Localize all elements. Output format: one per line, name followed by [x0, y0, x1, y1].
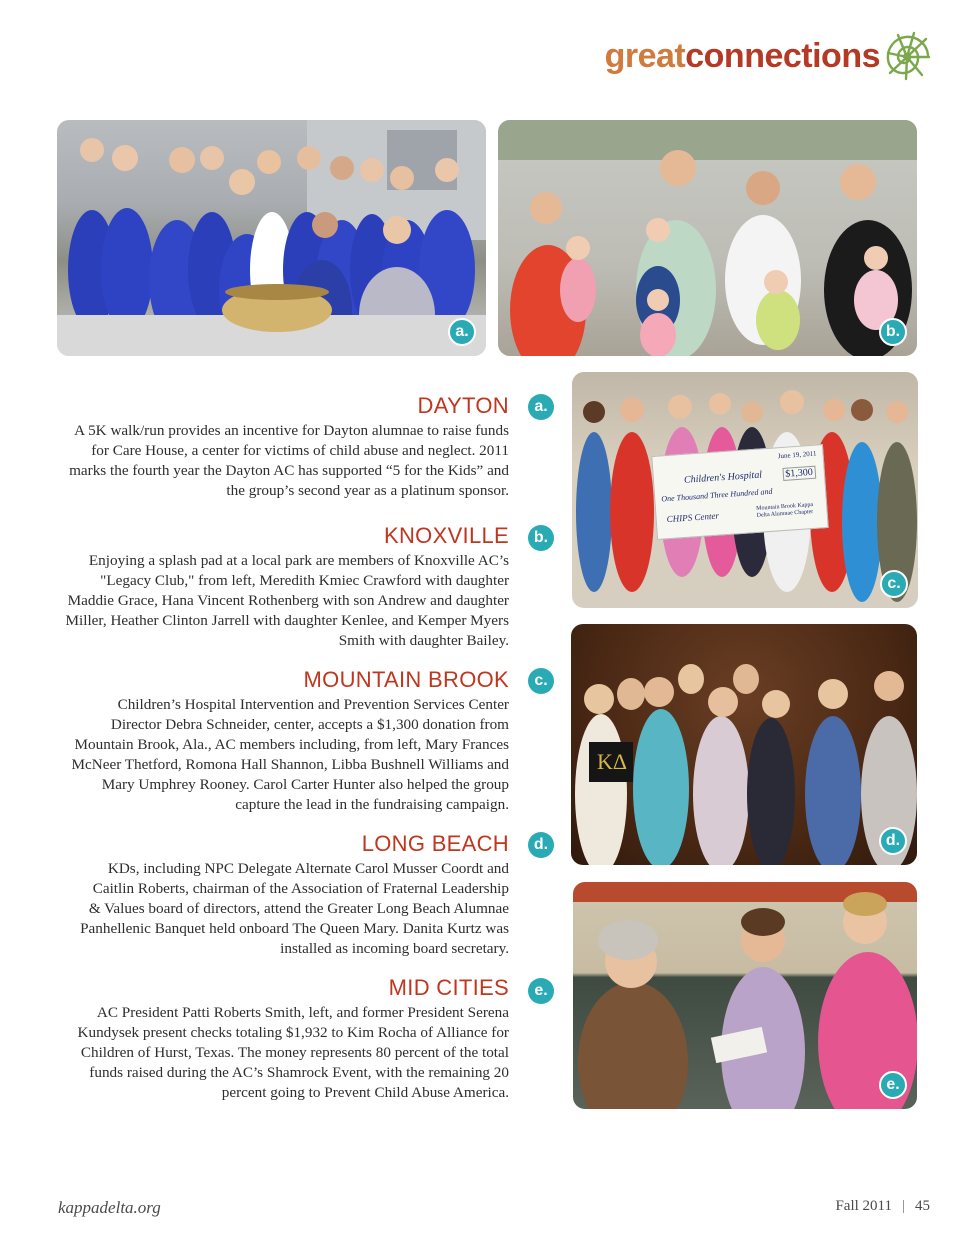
footer-issue: Fall 2011	[835, 1198, 892, 1214]
brand-word-connections: connections	[685, 37, 880, 75]
section-knoxville	[57, 523, 509, 651]
section-badge-d: d.	[528, 832, 554, 858]
section-badge-e: e.	[528, 978, 554, 1004]
section-long-beach	[79, 831, 509, 959]
donation-check	[651, 444, 828, 540]
footer-page-number: 45	[915, 1198, 930, 1214]
long-beach-group-figures	[571, 624, 917, 865]
section-badge-c: c.	[528, 668, 554, 694]
section-mountain-brook	[69, 667, 509, 815]
section-body-knoxville: Enjoying a splash pad at a local park are members of Knoxville AC’s "Legacy Club," from left, Meredith Kmiec Crawford with daughter Maddie Grace, Hana Vincent Rothenberg with son Andrew and daughter Miller, Heather Clinton Jarrell with daughter Kenlee, and Kemper Myers Smith with daughter Bailey.	[65, 552, 509, 649]
section-title-mountain-brook: MOUNTAIN BROOK	[303, 667, 509, 692]
svg-text:ΚΔ: ΚΔ	[597, 749, 628, 774]
section-badge-b: b.	[528, 525, 554, 551]
section-mid-cities	[57, 975, 509, 1103]
photo-mid-cities	[573, 882, 917, 1109]
section-body-mountain-brook: Children’s Hospital Intervention and Prevention Services Center Director Debra Schneider, center, accepts a $1,300 donation from Mountain Brook, Ala., AC members including, from left, Mary Frances McNeer Thetford, Romona Hall Shannon, Libba Bushnell Williams and Mary Umphrey Rooney. Carol Carter Hunter also helped the group capture the lead in the fundraising campaign.	[71, 696, 509, 813]
brand-word-great: great	[604, 37, 686, 75]
check-amount: $1,300	[782, 466, 816, 481]
photo-label-d: d.	[879, 827, 907, 855]
photo-label-c: c.	[880, 570, 908, 598]
check-date: June 19, 2011	[777, 449, 817, 461]
section-body-dayton: A 5K walk/run provides an incentive for Dayton alumnae to raise funds for Care House, a center for victims of child abuse and neglect. 2011 marks the fourth year the Dayton AC has supported “5 for the Kids” and the group’s second year as a platinum sponsor.	[69, 422, 509, 499]
dayton-group-figures	[57, 120, 486, 356]
check-amount-words: One Thousand Three Hundred and	[660, 486, 773, 504]
page-header	[605, 26, 932, 86]
nautilus-shell-icon	[882, 27, 932, 85]
photo-label-a: a.	[448, 318, 476, 346]
photo-label-e: e.	[879, 1071, 907, 1099]
check-payee: Children's Hospital	[683, 469, 763, 486]
photo-long-beach	[571, 624, 917, 865]
section-body-long-beach: KDs, including NPC Delegate Alternate Carol Musser Coordt and Caitlin Roberts, chairman of the Association of Fraternal Leadership & Values board of directors, attend the Greater Long Beach Alumnae Panhellenic Banquet held onboard The Queen Mary. Danita Kurtz was installed as incoming board secretary.	[80, 860, 509, 957]
photo-label-b: b.	[879, 318, 907, 346]
section-title-long-beach: LONG BEACH	[361, 831, 509, 856]
section-title-knoxville: KNOXVILLE	[384, 523, 509, 548]
photo-dayton	[57, 120, 486, 356]
check-signer: Mountain Brook Kappa Delta Alumnae Chapter	[756, 501, 814, 519]
section-brand	[605, 39, 880, 73]
section-title-dayton: DAYTON	[417, 393, 509, 418]
section-title-mid-cities: MID CITIES	[388, 975, 509, 1000]
section-badge-a: a.	[528, 394, 554, 420]
photo-mountain-brook	[572, 372, 918, 608]
section-dayton	[69, 393, 509, 501]
knoxville-group-figures	[498, 120, 917, 356]
section-body-mid-cities: AC President Patti Roberts Smith, left, and former President Serena Kundysek present checks totaling $1,932 to Kim Rocha of Alliance for Children of Hurst, Texas. The money represents 80 percent of the total funds raised during the AC’s Shamrock Event, with the remaining 20 percent going to Prevent Child Abuse America.	[77, 1004, 509, 1101]
mid-cities-group-figures	[573, 882, 917, 1109]
footer-separator: |	[901, 1198, 905, 1214]
photo-knoxville	[498, 120, 917, 356]
footer-folio	[835, 1198, 930, 1215]
footer-website[interactable]: kappadelta.org	[58, 1198, 161, 1217]
check-memo: CHIPS Center	[666, 510, 720, 525]
